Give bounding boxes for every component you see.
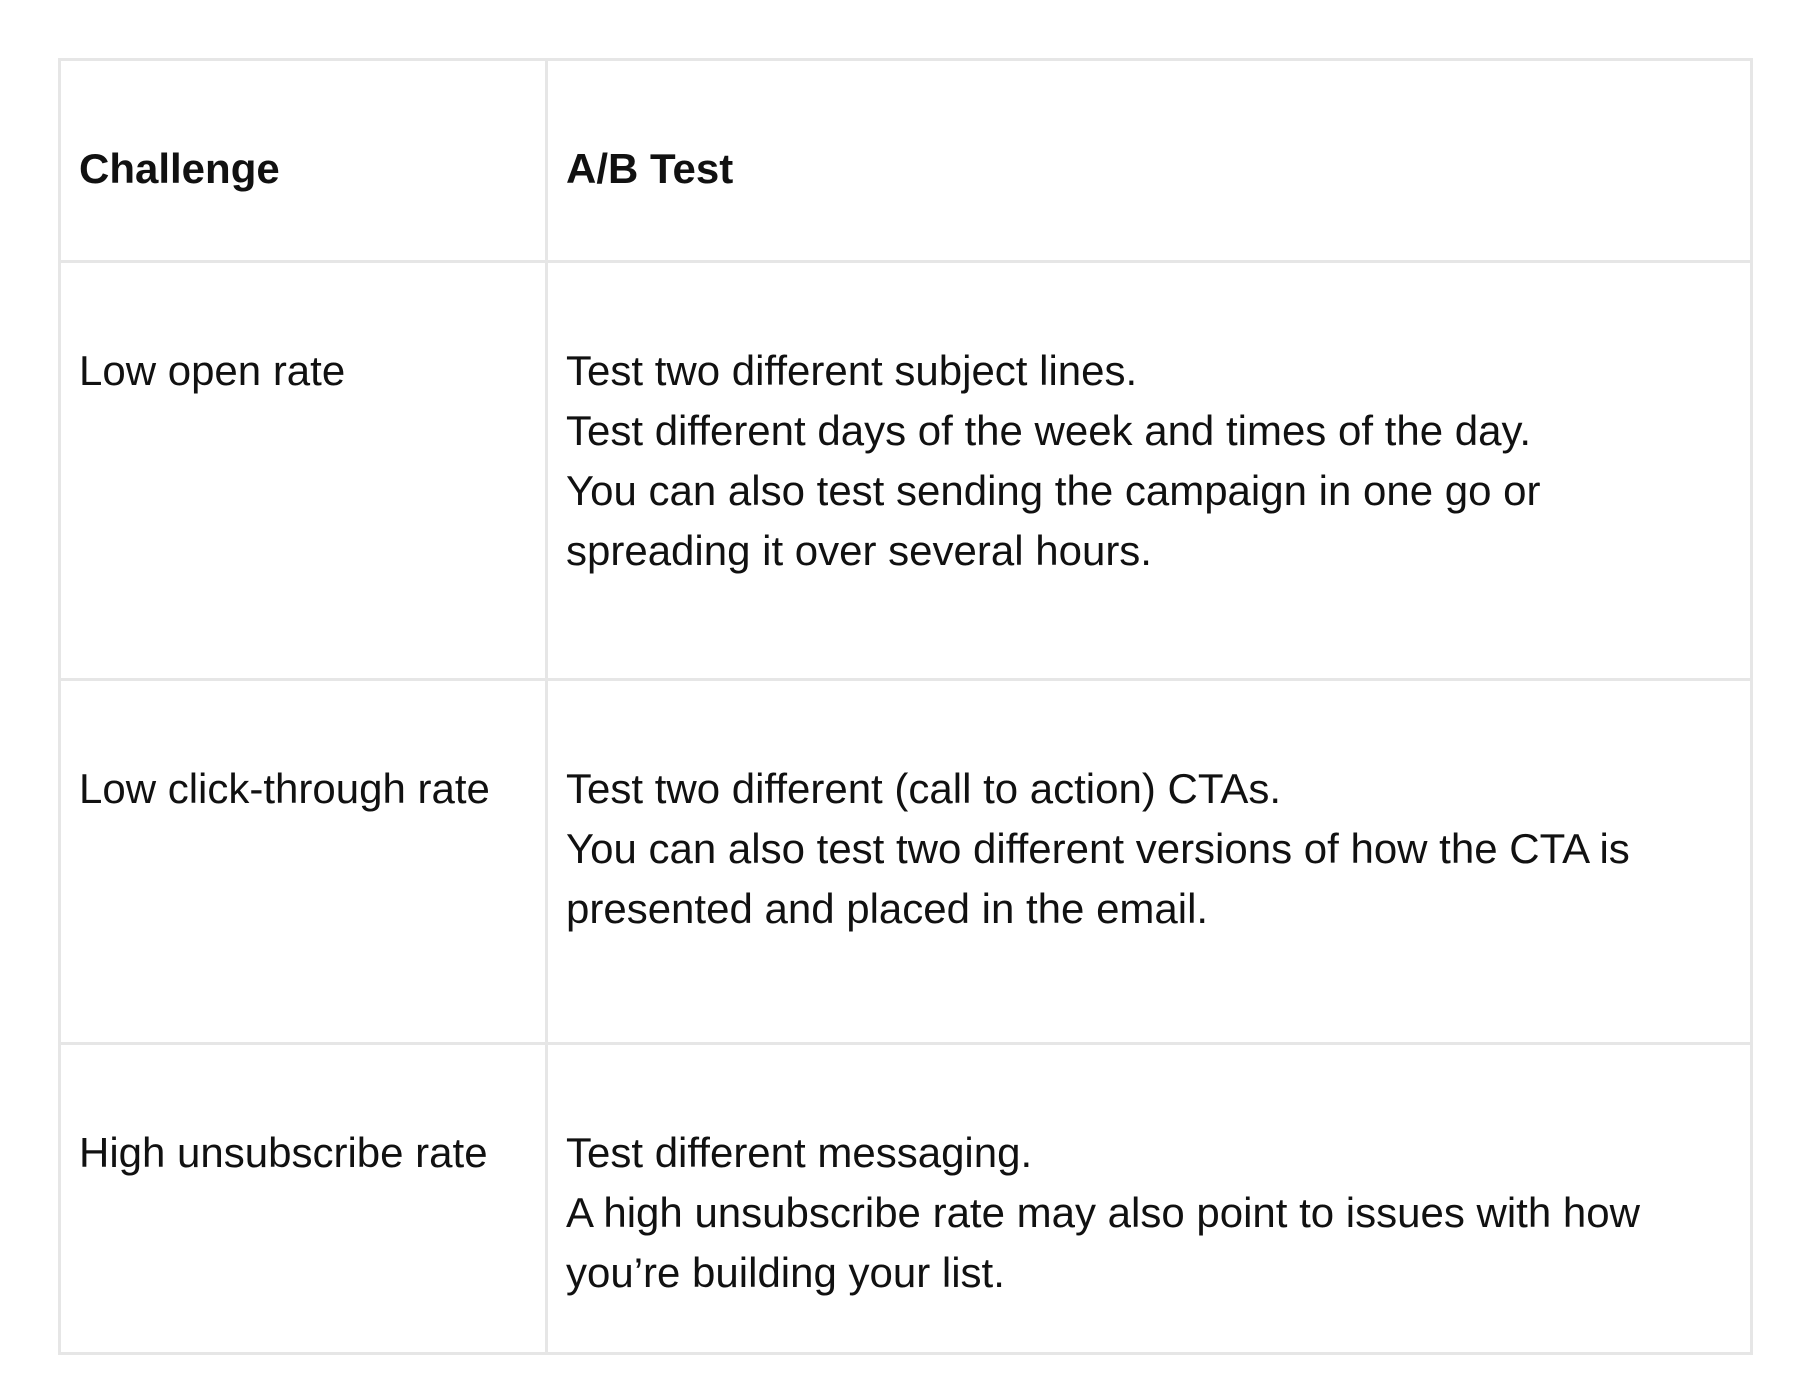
column-header-challenge: Challenge: [60, 60, 547, 262]
test-line: You can also test two different versions of how the CTA is presented and placed in the email.: [566, 825, 1630, 932]
test-line: You can also test sending the campaign in one go or spreading it over several hours.: [566, 467, 1541, 574]
table-row: [60, 680, 1752, 1044]
data-table: [58, 58, 1753, 1355]
ab-test-cell: [547, 262, 1752, 680]
ab-test-cell: [547, 1044, 1752, 1354]
ab-test-cell: [547, 680, 1752, 1044]
challenge-ab-test-table: [58, 58, 1750, 1355]
challenge-cell: High unsubscribe rate: [60, 1044, 547, 1354]
test-line: Test two different subject lines.: [566, 347, 1138, 394]
table-header-row: [60, 60, 1752, 262]
test-line: Test different messaging.: [566, 1129, 1033, 1176]
table-row: [60, 1044, 1752, 1354]
table-row: [60, 262, 1752, 680]
test-line: Test different days of the week and times of the day.: [566, 407, 1531, 454]
challenge-cell: Low click-through rate: [60, 680, 547, 1044]
test-line: A high unsubscribe rate may also point to issues with how you’re building your list.: [566, 1189, 1640, 1296]
test-line: Test two different (call to action) CTAs.: [566, 765, 1282, 812]
challenge-cell: Low open rate: [60, 262, 547, 680]
column-header-ab-test: A/B Test: [547, 60, 1752, 262]
